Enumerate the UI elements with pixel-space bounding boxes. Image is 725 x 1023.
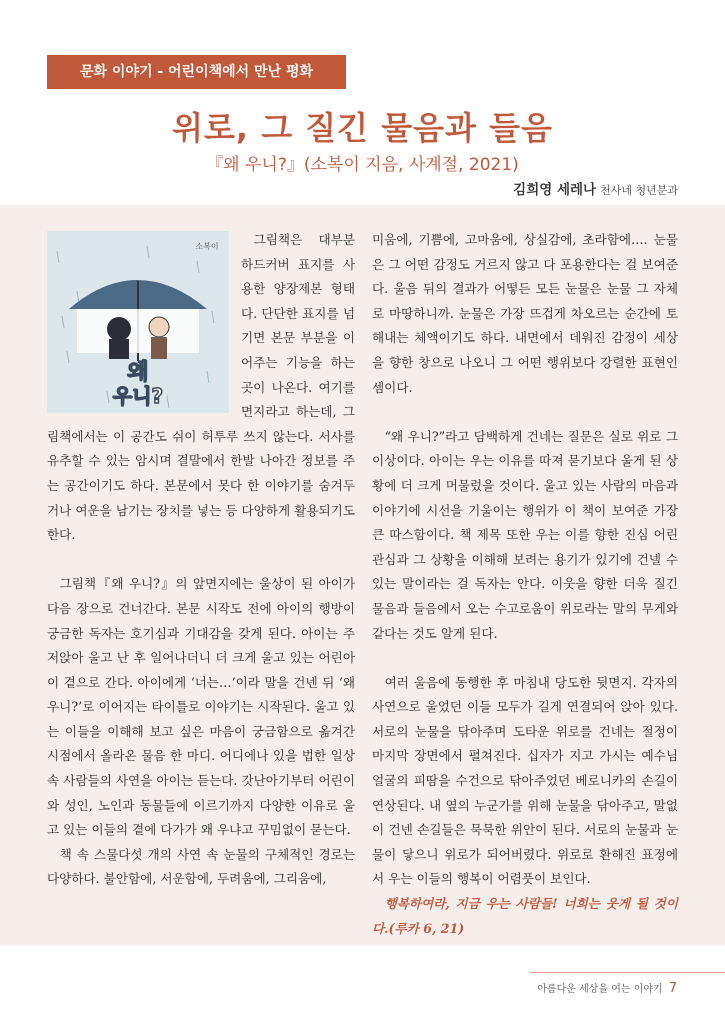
book-cover-image — [47, 231, 229, 413]
book-cover-title-2: 우니? — [112, 384, 164, 408]
author-affiliation: 천사네 청년분과 — [600, 184, 678, 197]
page-number: 7 — [668, 981, 677, 996]
paragraph: 그림책은 대부분 하드커버 표지를 사용한 양장제본 형태다. 단단한 표지를 넘기면 본문 부분을 이어주는 기능을 하는 곳이 나온다. 여기를 면지라고 하는데, 그림책에서는 이 공간도 쉬이 허투루 쓰지 않는다. 서사를 유추할 수 있는 암시며 결말에서 한발 나아간 정보를 주는 공간이기도 하다. 본문에서 못다 한 이야기를 숨겨두거나 여운을 남기는 장치를 넣는 등 다양하게 활용되기도 한다. — [47, 232, 355, 543]
closing-quote: 행복하여라, 지금 우는 사람들! 너희는 웃게 될 것이다.(루카 6, 21) — [372, 896, 678, 936]
magazine-name: 아름다운 세상을 여는 이야기 — [537, 984, 663, 995]
page-subtitle: 『왜 우니?』(소복이 지음, 사계절, 2021) — [206, 155, 519, 175]
paragraph-gap — [47, 548, 355, 573]
article-column-left — [47, 228, 355, 892]
section-tag: 문화 이야기 - 어린이책에서 만난 평화 — [47, 55, 346, 89]
paragraph: “왜 우니?”라고 담백하게 건네는 질문은 실로 위로 그 이상이다. 아이는 우는 이유를 따져 묻기보다 울게 된 상황에 더 크게 머물렀을 것이다. 울고 있는 사람의 마음과 이야기에 시선을 기울이는 행위가 이 책이 보여준 가장 큰 따스함이다. 책 제목 또한 우는 이를 향한 진심 어린 관심과 그 상황을 이해해 보려는 용기가 있기에 건넬 수 있는 말이라는 걸 독자는 안다. 이웃을 향한 더욱 질긴 물음과 들음에서 오는 수고로움이 위로라는 말의 무게와 같다는 것도 알게 된다. — [372, 428, 678, 641]
book-cover-illustration — [47, 231, 229, 413]
book-cover-author: 소복이 — [195, 242, 219, 251]
paragraph: 여러 울음에 동행한 후 마침내 당도한 뒷면지. 각자의 사연으로 울었던 이들 모두가 길게 연결되어 앉아 있다. 서로의 눈물을 닦아주며 도타운 위로를 건네는 절정이 마지막 장면에서 펼쳐진다. 십자가 지고 가시는 예수님 얼굴의 피땀을 수건으로 닦아주었던 베로니카의 손길이 연상된다. 내 옆의 누군가를 위해 눈물을 닦아주고, 말없이 건넨 손길들은 묵묵한 위안이 된다. 서로의 눈물과 눈물이 닿으니 위로가 되어버렸다. 위로로 환해진 표정에서 우는 이들의 행복이 어렴풋이 보인다. — [372, 674, 678, 887]
paragraph-gap — [372, 646, 678, 671]
page-title: 위로, 그 질긴 물음과 들음 — [172, 109, 553, 147]
paragraph: 책 속 스물다섯 개의 사연 속 눈물의 구체적인 경로는 다양하다. 불안함에, 서운함에, 두려움에, 그리움에, — [47, 846, 355, 887]
paragraph: 그림책『왜 우니?』의 앞면지에는 울상이 된 아이가 다음 장으로 건너간다. 본문 시작도 전에 아이의 행방이 궁금한 독자는 호기심과 기대감을 갖게 된다. 아이는 주저앉아 울고 난 후 일어나더니 더 크게 울고 있는 어린아이 곁으로 간다. 아이에게 ‘너는…’이라 말을 건넨 뒤 ‘왜 우니?’로 이어지는 타이틀로 이야기는 시작된다. 울고 있는 이들을 이해해 보고 싶은 마음이 궁금함으로 옮겨간 시점에서 올라온 물음 한 마디. 어디에나 있을 법한 일상 속 사람들의 사연을 아이는 듣는다. 갓난아기부터 어린이와 성인, 노인과 동물들에 이르기까지 다양한 이유로 울고 있는 이들의 곁에 다가가 왜 우냐고 꾸밈없이 묻는다. — [47, 576, 355, 838]
author-name: 김희영 세레나 — [513, 182, 597, 198]
article-column-right — [372, 228, 678, 941]
page-footer — [537, 980, 677, 996]
author-line — [513, 178, 678, 198]
footer-divider — [530, 972, 725, 973]
paragraph: 미움에, 기쁨에, 고마움에, 상실감에, 초라함에…. 눈물은 그 어떤 감정도 거르지 않고 다 포용한다는 걸 보여준다. 울음 뒤의 결과가 어떻든 모든 눈물은 눈물 그 자체로 마땅하니까. 눈물은 가장 뜨겁게 차오르는 순간에 토해내는 체액이기도 하다. 내면에서 데워진 감정이 세상을 향한 창으로 나오니 그 어떤 행위보다 강렬한 표현인 셈이다. — [372, 232, 678, 395]
paragraph-gap — [372, 400, 678, 425]
book-cover-title: 왜 — [127, 360, 149, 385]
